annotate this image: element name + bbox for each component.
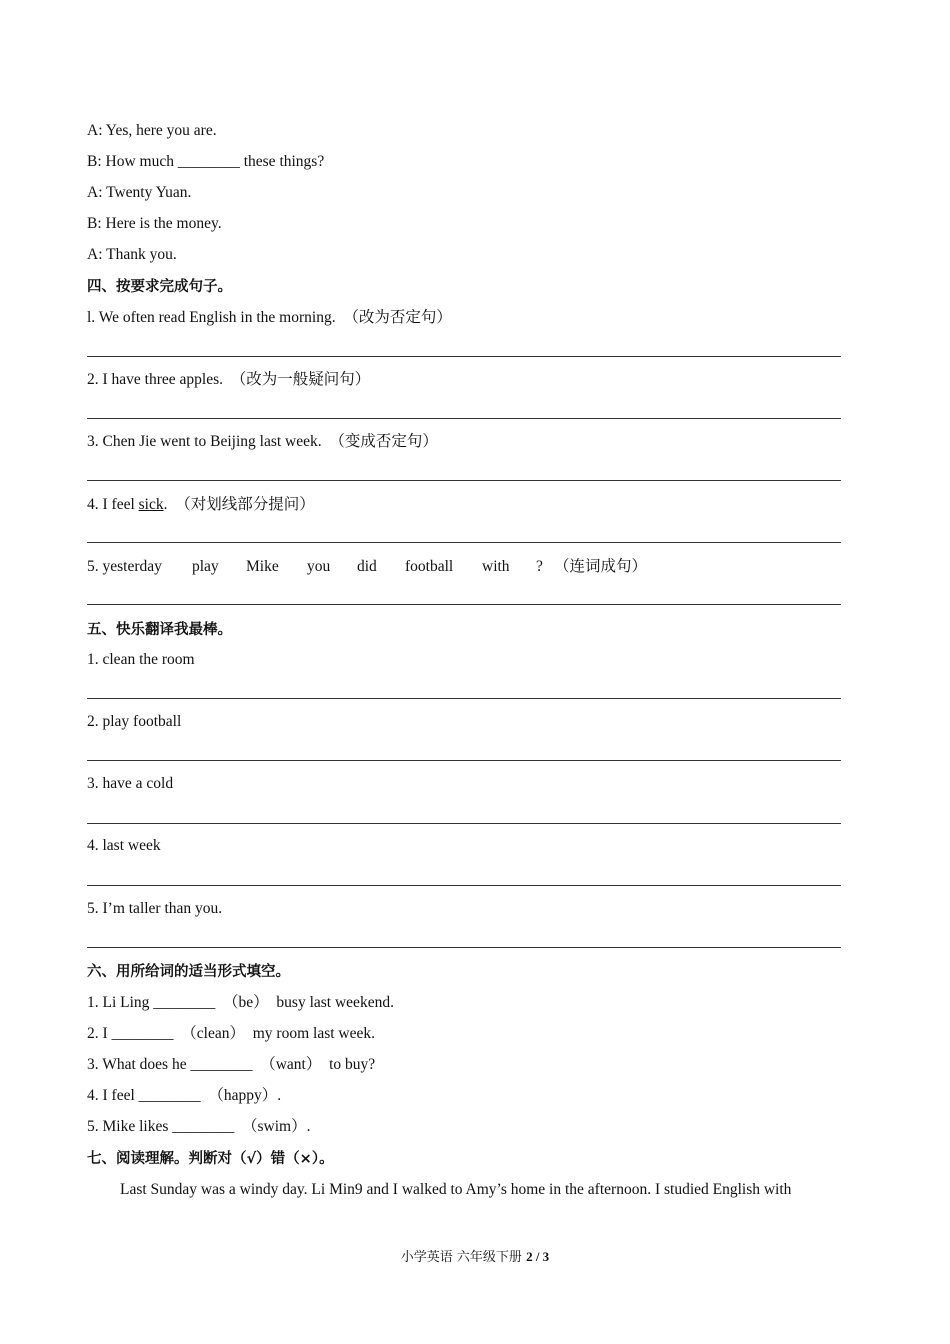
answer-line (87, 885, 841, 886)
dialogue-line-4: B: Here is the money. (87, 215, 222, 232)
section6-item-5: 5. Mike likes ________ （swim）. (87, 1118, 311, 1135)
page-number: 2 / 3 (526, 1249, 550, 1264)
section5-heading: 五、快乐翻译我最棒。 (87, 622, 232, 638)
section4-question-2: 2. I have three apples. （改为一般疑问句） (87, 371, 371, 388)
dialogue-line-3: A: Twenty Yuan. (87, 184, 192, 201)
dialogue-line-2: B: How much ________ these things? (87, 153, 325, 170)
answer-line (87, 823, 841, 824)
word: Mike (246, 558, 279, 575)
word: play (192, 558, 219, 575)
answer-line (87, 542, 841, 543)
section5-item-2: 2. play football (87, 713, 182, 730)
section4-question-3: 3. Chen Jie went to Beijing last week. （变成否定句） (87, 433, 438, 450)
answer-line (87, 604, 841, 605)
section5-item-3: 3. have a cold (87, 775, 174, 792)
page-footer (0, 1246, 950, 1265)
dialogue-line-5: A: Thank you. (87, 246, 177, 263)
word: ? (536, 558, 543, 575)
section6-heading: 六、用所给词的适当形式填空。 (87, 964, 290, 980)
word: football (405, 558, 454, 575)
section6-item-3: 3. What does he ________ （want） to buy? (87, 1056, 376, 1073)
answer-line (87, 760, 841, 761)
answer-line (87, 698, 841, 699)
dialogue-line-1: A: Yes, here you are. (87, 122, 217, 139)
section4-question-5 (87, 557, 647, 577)
answer-line (87, 480, 841, 481)
q4-underlined-word: sick (138, 496, 164, 513)
section6-item-4: 4. I feel ________ （happy）. (87, 1087, 282, 1104)
section4-question-4 (87, 495, 315, 515)
section7-heading: 七、阅读理解。判断对（√）错（×）。 (87, 1151, 334, 1167)
word: with (482, 558, 510, 575)
answer-line (87, 418, 841, 419)
instruction: （连词成句） (554, 558, 648, 575)
section6-item-1: 1. Li Ling ________ （be） busy last weekend. (87, 994, 394, 1011)
word: you (307, 558, 331, 575)
answer-line (87, 356, 841, 357)
footer-label: 小学英语 六年级下册 (400, 1250, 527, 1265)
section4-heading: 四、按要求完成句子。 (87, 279, 232, 295)
section5-item-4: 4. last week (87, 837, 161, 854)
word: 5. yesterday (87, 558, 162, 575)
reading-passage: Last Sunday was a windy day. Li Min9 and I walked to Amy’s home in the afternoon. I studied English with (120, 1181, 792, 1198)
q4-suffix: . （对划线部分提问） (163, 496, 315, 513)
answer-line (87, 947, 841, 948)
word: did (357, 558, 377, 575)
q4-prefix: 4. I feel (87, 496, 139, 513)
section6-item-2: 2. I ________ （clean） my room last week. (87, 1025, 375, 1042)
section5-item-5: 5. I’m taller than you. (87, 900, 223, 917)
section4-question-1: l. We often read English in the morning. （改为否定句） (87, 309, 452, 326)
section5-item-1: 1. clean the room (87, 651, 195, 668)
